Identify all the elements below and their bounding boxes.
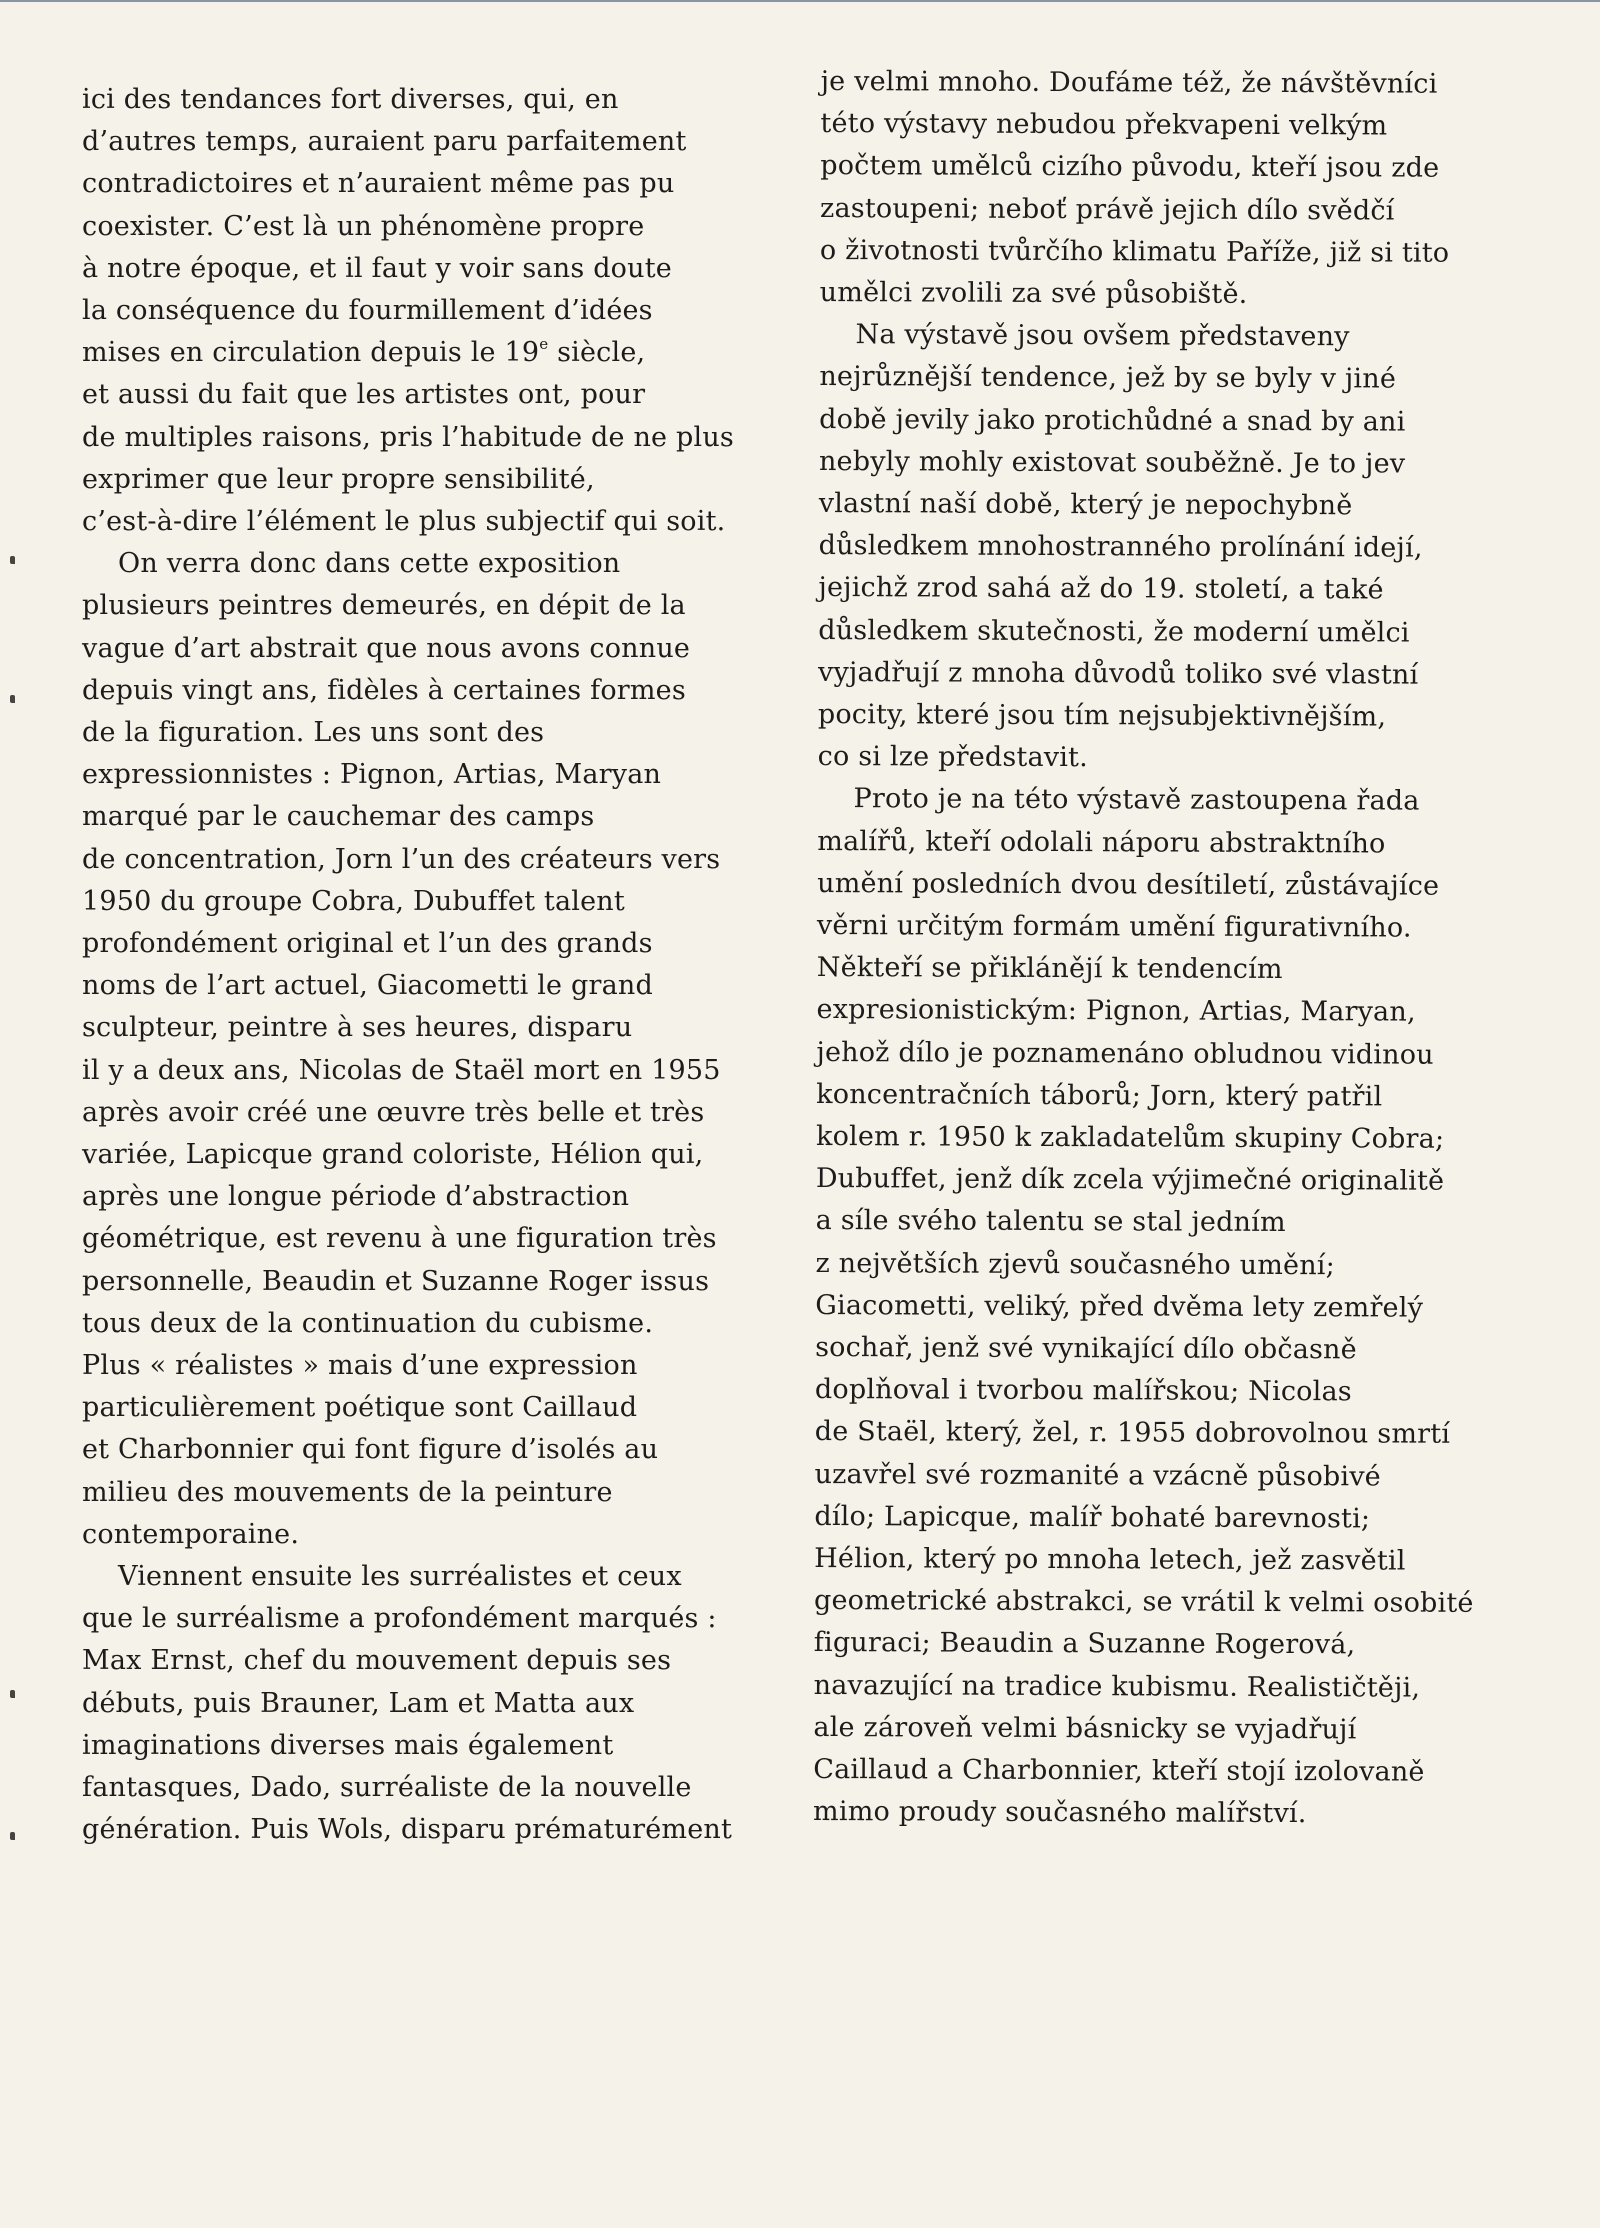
- text-line: et Charbonnier qui font figure d’isolés au: [82, 1434, 659, 1466]
- text-line: plusieurs peintres demeurés, en dépit de la: [82, 590, 686, 622]
- text-line: Hélion, který po mnoha letech, jež zasvětil: [814, 1542, 1406, 1577]
- text-line: après avoir créé une œuvre très belle et très: [82, 1096, 705, 1128]
- text-line: On verra donc dans cette exposition: [118, 548, 621, 580]
- text-line: Plus « réalistes » mais d’une expression: [82, 1350, 638, 1381]
- text-line: noms de l’art actuel, Giacometti le grand: [82, 970, 653, 1002]
- text-line: contemporaine.: [82, 1518, 300, 1550]
- text-line: této výstavy nebudou překvapeni velkým: [820, 108, 1388, 142]
- text-line: de Staël, který, žel, r. 1955 dobrovolnou smrtí: [814, 1416, 1451, 1451]
- page-top-edge: [0, 0, 1600, 2]
- text-line: d’autres temps, auraient paru parfaitement: [82, 126, 687, 158]
- text-line: době jevily jako protichůdné a snad by ani: [819, 403, 1406, 438]
- text-line: expresionistickým: Pignon, Artias, Maryan,: [816, 994, 1416, 1028]
- text-line: milieu des mouvements de la peinture: [82, 1476, 613, 1508]
- text-line: Proto je na této výstavě zastoupena řada: [853, 783, 1420, 818]
- text-line: uzavřel své rozmanité a vzácně působivé: [814, 1458, 1381, 1493]
- text-line: la conséquence du fourmillement d’idées: [82, 295, 653, 326]
- text-line: sochař, jenž své vynikající dílo občasně: [815, 1331, 1357, 1366]
- text-line: věrni určitým formám umění figurativního.: [816, 909, 1412, 944]
- scan-mark: [10, 556, 15, 564]
- scan-mark: [10, 1832, 15, 1840]
- text-line: ici des tendances fort diverses, qui, en: [82, 84, 619, 115]
- text-fragment: mises en circulation depuis le 19: [82, 337, 540, 369]
- text-line: malířů, kteří odolali náporu abstraktního: [817, 825, 1386, 860]
- superscript: e: [539, 335, 549, 354]
- text-line: à notre époque, et il faut y voir sans doute: [82, 252, 672, 284]
- text-line: [82, 332, 645, 374]
- scan-mark: [10, 1690, 15, 1698]
- text-line: mimo proudy současného malířství.: [813, 1796, 1307, 1830]
- text-fragment: siècle,: [548, 337, 646, 369]
- text-line: de la figuration. Les uns sont des: [82, 717, 545, 748]
- text-line: jehož dílo je poznamenáno obludnou vidinou: [816, 1036, 1434, 1071]
- text-line: počtem umělců cizího původu, kteří jsou zde: [820, 150, 1440, 185]
- text-line: jejichž zrod sahá až do 19. století, a také: [818, 572, 1384, 606]
- text-line: geometrické abstrakci, se vrátil k velmi osobité: [813, 1585, 1474, 1620]
- text-line: Na výstavě jsou ovšem představeny: [855, 319, 1350, 353]
- text-line: exprimer que leur propre sensibilité,: [82, 463, 595, 495]
- text-line: imaginations diverses mais également: [82, 1729, 614, 1761]
- text-line: doplňoval i tvorbou malířskou; Nicolas: [814, 1374, 1352, 1408]
- text-line: je velmi mnoho. Doufáme též, že návštěvníci: [820, 65, 1438, 100]
- text-line: tous deux de la continuation du cubisme.: [82, 1307, 654, 1339]
- text-line: umění posledních dvou desítiletí, zůstávajíce: [817, 867, 1440, 902]
- text-line: profondément original et l’un des grands: [82, 928, 653, 959]
- text-line: pocity, které jsou tím nejsubjektivnějším,: [817, 698, 1387, 733]
- text-line: o životnosti tvůrčího klimatu Paříže, již si tito: [819, 234, 1450, 269]
- text-line: vyjadřují z mnoha důvodů toliko své vlastní: [817, 656, 1419, 691]
- scan-mark: [10, 695, 15, 703]
- text-line: de concentration, Jorn l’un des créateurs vers: [82, 843, 721, 875]
- text-line: a síle svého talentu se stal jedním: [815, 1205, 1286, 1239]
- text-line: důsledkem skutečnosti, že moderní umělci: [818, 614, 1410, 649]
- text-line: fantasques, Dado, surréaliste de la nouvelle: [82, 1772, 692, 1803]
- text-line: depuis vingt ans, fidèles à certaines formes: [82, 674, 686, 706]
- text-line: kolem r. 1950 k zakladatelům skupiny Cobra;: [815, 1120, 1445, 1155]
- text-line: contradictoires et n’auraient même pas pu: [82, 168, 675, 200]
- text-line: ale zároveň velmi básnicky se vyjadřují: [813, 1711, 1357, 1746]
- text-line: nebyly mohly existovat souběžně. Je to jev: [818, 445, 1406, 480]
- text-line: zastoupeni; neboť právě jejich dílo svědčí: [820, 192, 1395, 227]
- text-line: důsledkem mnohostranného prolínání idejí,: [818, 530, 1423, 564]
- text-line: il y a deux ans, Nicolas de Staël mort en 1955: [82, 1054, 721, 1086]
- text-line: débuts, puis Brauner, Lam et Matta aux: [82, 1687, 635, 1719]
- text-line: sculpteur, peintre à ses heures, disparu: [82, 1012, 633, 1044]
- text-line: 1950 du groupe Cobra, Dubuffet talent: [82, 885, 625, 917]
- text-line: variée, Lapicque grand coloriste, Hélion qui,: [82, 1139, 704, 1170]
- text-line: koncentračních táborů; Jorn, který patřil: [816, 1078, 1383, 1113]
- text-line: z největších zjevů současného umění;: [815, 1247, 1336, 1281]
- text-line: Dubuffet, jenž dík zcela výjimečné originalitě: [815, 1163, 1445, 1197]
- text-line: expressionnistes : Pignon, Artias, Maryan: [82, 759, 662, 791]
- text-line: particulièrement poétique sont Caillaud: [82, 1392, 638, 1424]
- text-line: génération. Puis Wols, disparu prématurément: [82, 1814, 733, 1846]
- text-line: personnelle, Beaudin et Suzanne Roger issus: [82, 1265, 710, 1297]
- text-line: nejrůznější tendence, jež by se byly v jiné: [819, 361, 1397, 395]
- text-line: co si lze představit.: [817, 741, 1088, 774]
- text-line: c’est-à-dire l’élément le plus subjectif qui soit.: [82, 506, 726, 537]
- text-line: umělci zvolili za své působiště.: [819, 276, 1248, 310]
- text-line: Giacometti, veliký, před dvěma lety zemřelý: [815, 1289, 1424, 1324]
- text-line: après une longue période d’abstraction: [82, 1181, 630, 1213]
- text-line: Max Ernst, chef du mouvement depuis ses: [82, 1645, 672, 1677]
- text-line: vague d’art abstrait que nous avons connue: [82, 632, 691, 664]
- text-line: Viennent ensuite les surréalistes et ceux: [118, 1561, 682, 1592]
- text-line: de multiples raisons, pris l’habitude de ne plus: [82, 421, 734, 453]
- text-line: dílo; Lapicque, malíř bohaté barevnosti;: [814, 1500, 1371, 1535]
- text-line: vlastní naší době, který je nepochybně: [818, 487, 1353, 522]
- text-line: et aussi du fait que les artistes ont, pour: [82, 379, 646, 411]
- text-line: marqué par le cauchemar des camps: [82, 801, 595, 833]
- text-line: Caillaud a Charbonnier, kteří stojí izolovaně: [813, 1753, 1425, 1788]
- text-line: que le surréalisme a profondément marqués :: [82, 1603, 717, 1635]
- text-line: figuraci; Beaudin a Suzanne Rogerová,: [813, 1627, 1356, 1661]
- text-line: navazující na tradice kubismu. Realističtěji,: [813, 1669, 1421, 1704]
- text-line: Někteří se přiklánějí k tendencím: [816, 952, 1283, 986]
- text-line: géométrique, est revenu à une figuration très: [82, 1223, 717, 1255]
- text-line: coexister. C’est là un phénomène propre: [82, 210, 645, 242]
